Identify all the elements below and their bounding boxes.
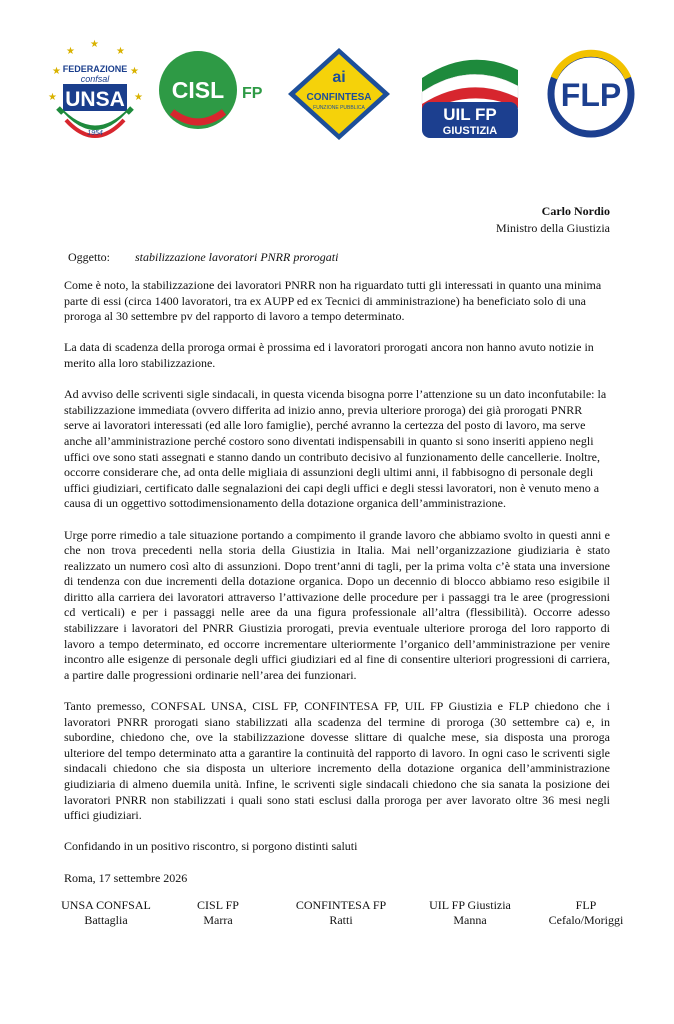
signature-person: Marra (203, 913, 233, 927)
svg-text:FUNZIONE PUBBLICA: FUNZIONE PUBBLICA (313, 105, 365, 111)
svg-text:★: ★ (134, 92, 143, 103)
signature-confintesa (288, 898, 394, 928)
signature-flp (536, 898, 636, 928)
svg-text:FP: FP (242, 85, 263, 102)
date-line: Roma, 17 settembre 2026 (64, 870, 188, 885)
svg-text:UNSA: UNSA (65, 88, 125, 111)
recipient-title: Ministro della Giustizia (496, 221, 610, 235)
svg-text:★: ★ (48, 92, 57, 103)
signature-unsa (48, 898, 164, 928)
svg-text:UIL FP: UIL FP (443, 105, 497, 124)
svg-text:CONFINTESA: CONFINTESA (306, 92, 372, 103)
uil-fp-giustizia-logo (414, 48, 526, 140)
unsa-confsal-logo (44, 38, 146, 148)
svg-text:ai: ai (332, 69, 346, 86)
signature-org: FLP (575, 898, 597, 912)
subject-line (68, 250, 338, 265)
paragraph-2: La data di scadenza della proroga ormai è prossima ed i lavoratori prorogati ancora non hanno avuto notizie in merito alla loro stabilizzazione. (64, 340, 594, 370)
subject-label: Oggetto: (68, 250, 110, 264)
paragraph-3: Ad avviso delle scriventi sigle sindacali, in questa vicenda bisogna porre l’attenzione su un dato inconfutabile: la stabilizzazione immediata (ovvero differita ad inizio anno, previa ulteriore proroga) dei già prorogati PNRR serve ai lavoratori interessati (ed alle loro famiglie), perché avranno la certezza del posto di lavoro, ma serve anche all’amministrazione perché costoro sono diventati indispensabili in quanto si sono inseriti appieno negli uffici ove sono stati assegnati e stanno dando un contributo decisivo al funzionamento delle cancellerie. Inoltre, occorre considerare che, ad onta delle migliaia di assunzioni degli ultimi anni, il fabbisogno di personale degli uffici giudiziari, certificato dalle segnalazioni dei capi degli uffici e degli stessi lavoratori, non è venuto meno a causa di un oggettivo sottodimensionamento della dotazione organica dell’amministrazione. (64, 387, 607, 511)
confintesa-fp-logo (286, 46, 392, 142)
signature-person: Manna (453, 913, 487, 927)
letter-body (64, 278, 610, 902)
signature-person: Battaglia (84, 913, 128, 927)
subject-text: stabilizzazione lavoratori PNRR prorogati (135, 250, 339, 264)
signature-org: UIL FP Giustizia (429, 898, 511, 912)
logos-row (0, 38, 674, 148)
flp-logo (544, 48, 638, 140)
paragraph-4: Urge porre rimedio a tale situazione portando a compimento il grande lavoro che abbiamo svolto in questi anni e che non trova precedenti nella storia della Giustizia in Italia. Mai nell’organizzazione giudiziaria è stato realizzato un numero così alto di assunzioni. Dopo trent’anni di tagli, per la prima volta c’è stata una inversione di tendenza con due incrementi della dotazione organica. Dopo un decennio di blocco abbiamo reso esigibile il diritto alla carriera dei lavoratori attraverso l’attivazione delle procedure per i passaggi tra le aree (progressioni cd verticali) e per i passaggi nelle aree da una figura professionale all’altra (flessibilità). Occorre adesso stabilizzare i lavoratori del PNRR Giustizia prorogati, previa eventuale ulteriore proroga del loro rapporto di lavoro a tempo determinato, ed occorre incrementare ulteriormente l’organico dell’amministrazione per venire incontro alle esigenze di personale degli uffici giudiziari ed al fine di consentire ulteriori progressioni di carriera, a partire dalle progressioni ordinarie nell’area dei funzionari. (64, 527, 610, 682)
svg-text:FEDERAZIONE: FEDERAZIONE (62, 64, 128, 74)
svg-text:FLP: FLP (560, 77, 622, 113)
recipient-block (496, 203, 610, 237)
signature-person: Ratti (329, 913, 353, 927)
cisl-fp-logo (158, 48, 274, 138)
svg-text:★: ★ (130, 66, 139, 77)
recipient-name: Carlo Nordio (541, 204, 610, 218)
svg-text:★: ★ (90, 39, 99, 50)
signature-cisl (176, 898, 260, 928)
svg-text:★: ★ (116, 46, 125, 57)
closing-line: Confidando in un positivo riscontro, si porgono distinti saluti (64, 839, 358, 854)
paragraph-1: Come è noto, la stabilizzazione dei lavoratori PNRR non ha riguardato tutti gli interessati in quanto una minima parte di essi (circa 1400 lavoratori, tra ex AUPP ed ex Tecnici di amministrazione) ha beneficiato solo di una proroga al 30 settembre pv del rapporto di lavoro a tempo determinato. (64, 278, 602, 324)
svg-text:GIUSTIZIA: GIUSTIZIA (442, 125, 498, 137)
signature-uil (418, 898, 522, 928)
svg-text:★: ★ (66, 46, 75, 57)
signature-org: UNSA CONFSAL (61, 898, 151, 912)
svg-text:1954: 1954 (87, 130, 103, 137)
signature-org: CISL FP (197, 898, 239, 912)
signature-person: Cefalo/Moriggi (548, 913, 624, 927)
signature-org: CONFINTESA FP (295, 898, 387, 912)
svg-text:★: ★ (52, 66, 61, 77)
svg-text:confsal: confsal (80, 74, 110, 84)
svg-text:CISL: CISL (171, 77, 225, 103)
paragraph-5: Tanto premesso, CONFSAL UNSA, CISL FP, CONFINTESA FP, UIL FP Giustizia e FLP chiedono che i lavoratori PNRR prorogati siano stabilizzati alla scadenza del termine di proroga (30 settembre ca) e, in subordine, chiedono che, ove la stabilizzazione dovesse slittare di qualche mese, sia disposta una proroga ulteriore del tempo determinato atta a garantire la continuità del rapporto di lavoro. In ogni caso le scriventi sigle sindacali chiedono che sia disposta un ulteriore incremento della dotazione organica dell’amministrazione giudiziaria di almeno duemila unità. Infine, le scriventi sigle sindacali chiedono che sia sanata la posizione dei lavoratori PNRR non stabilizzati i quali sono stati esclusi dalla proroga per aver lavorato oltre 36 mesi negli uffici giudiziari. (64, 699, 610, 823)
